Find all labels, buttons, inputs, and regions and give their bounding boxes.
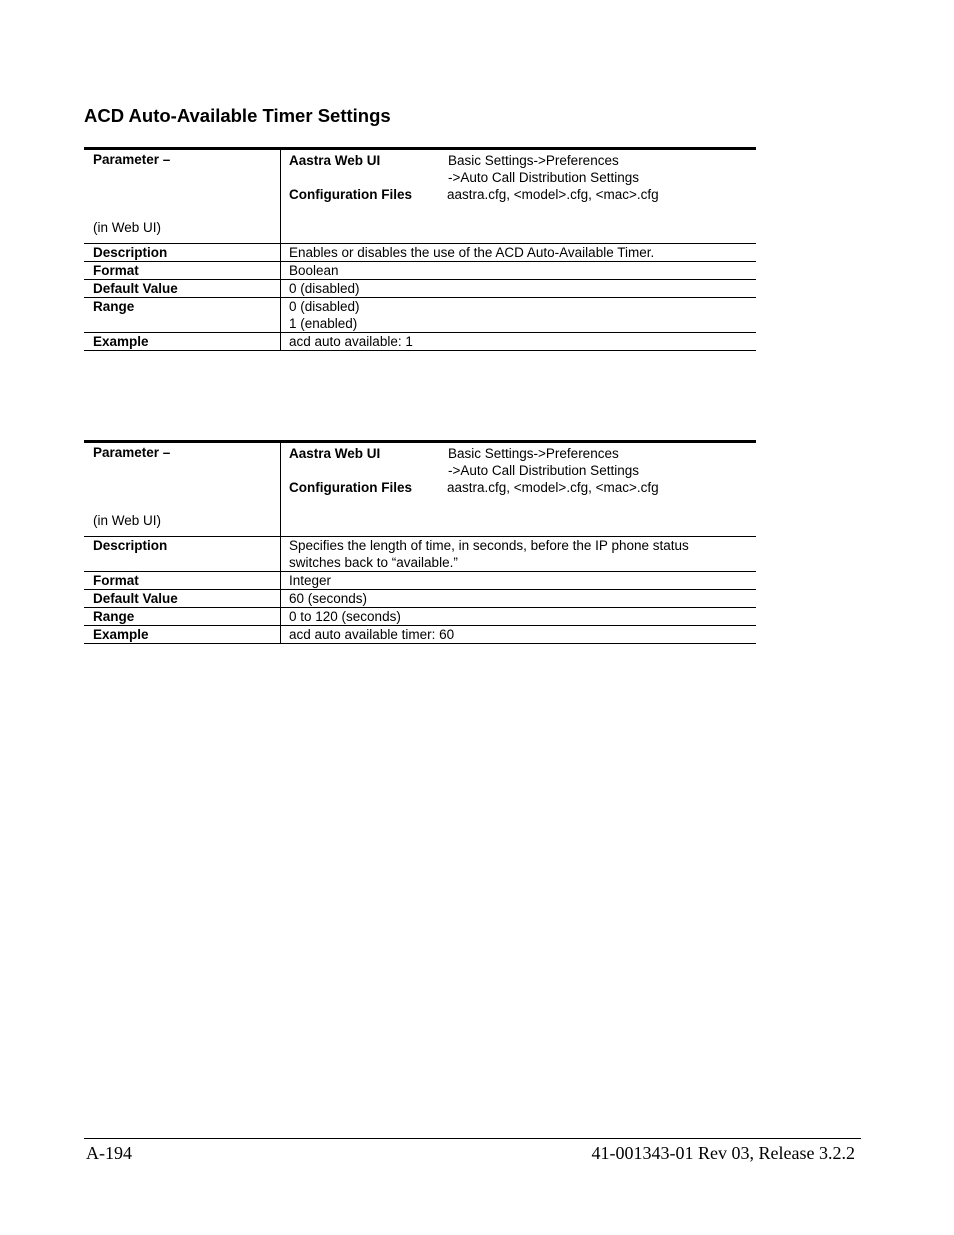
row-label: Example [84, 333, 281, 351]
page-number: A-194 [86, 1143, 132, 1163]
example-row [84, 626, 756, 644]
parameter-row [84, 149, 756, 244]
parameter-table-auto-available-timer [84, 440, 756, 644]
page-title: ACD Auto-Available Timer Settings [84, 105, 391, 126]
row-value: 60 (seconds) [289, 591, 368, 606]
parameter-row [84, 442, 756, 537]
parameter-value-cell [281, 149, 757, 244]
row-label: Format [84, 572, 281, 590]
parameter-label-cell [84, 149, 281, 244]
range-row [84, 608, 756, 626]
web-ui-path-1: Basic Settings->Preferences [448, 153, 619, 168]
example-row [84, 333, 756, 351]
row-value: 1 (enabled) [289, 316, 358, 331]
row-label: Description [84, 244, 281, 262]
parameter-sublabel: (in Web UI) [93, 220, 162, 235]
row-value: switches back to “available.” [289, 555, 458, 570]
row-label: Example [84, 626, 281, 644]
range-row [84, 298, 756, 333]
row-value: acd auto available timer: 60 [289, 627, 455, 642]
web-ui-label: Aastra Web UI [289, 446, 381, 461]
parameter-value-cell [281, 442, 757, 537]
parameter-table-auto-available [84, 147, 756, 351]
row-label: Default Value [84, 590, 281, 608]
row-label: Range [84, 298, 281, 333]
row-label: Format [84, 262, 281, 280]
config-files-label: Configuration Files [289, 480, 412, 495]
web-ui-path-2: ->Auto Call Distribution Settings [448, 170, 639, 185]
document-id: 41-001343-01 Rev 03, Release 3.2.2 [591, 1143, 855, 1163]
web-ui-path-1: Basic Settings->Preferences [448, 446, 619, 461]
web-ui-label: Aastra Web UI [289, 153, 381, 168]
format-row [84, 262, 756, 280]
row-label: Range [84, 608, 281, 626]
row-label: Default Value [84, 280, 281, 298]
web-ui-path-2: ->Auto Call Distribution Settings [448, 463, 639, 478]
parameter-label: Parameter – [93, 152, 171, 167]
config-files-value: aastra.cfg, <model>.cfg, <mac>.cfg [447, 187, 659, 202]
parameter-label: Parameter – [93, 445, 171, 460]
row-value: Integer [289, 573, 332, 588]
row-value: Enables or disables the use of the ACD Auto-Available Timer. [289, 245, 655, 260]
row-value: Boolean [289, 263, 339, 278]
row-value: 0 to 120 (seconds) [289, 609, 401, 624]
config-files-label: Configuration Files [289, 187, 412, 202]
default-value-row [84, 280, 756, 298]
row-label: Description [84, 537, 281, 572]
footer-divider [84, 1138, 861, 1139]
row-value: 0 (disabled) [289, 281, 360, 296]
parameter-sublabel: (in Web UI) [93, 513, 162, 528]
default-value-row [84, 590, 756, 608]
format-row [84, 572, 756, 590]
row-value: Specifies the length of time, in seconds, before the IP phone status [289, 538, 689, 553]
description-row [84, 537, 756, 572]
description-row [84, 244, 756, 262]
parameter-label-cell [84, 442, 281, 537]
row-value: 0 (disabled) [289, 299, 360, 314]
config-files-value: aastra.cfg, <model>.cfg, <mac>.cfg [447, 480, 659, 495]
row-value: acd auto available: 1 [289, 334, 413, 349]
